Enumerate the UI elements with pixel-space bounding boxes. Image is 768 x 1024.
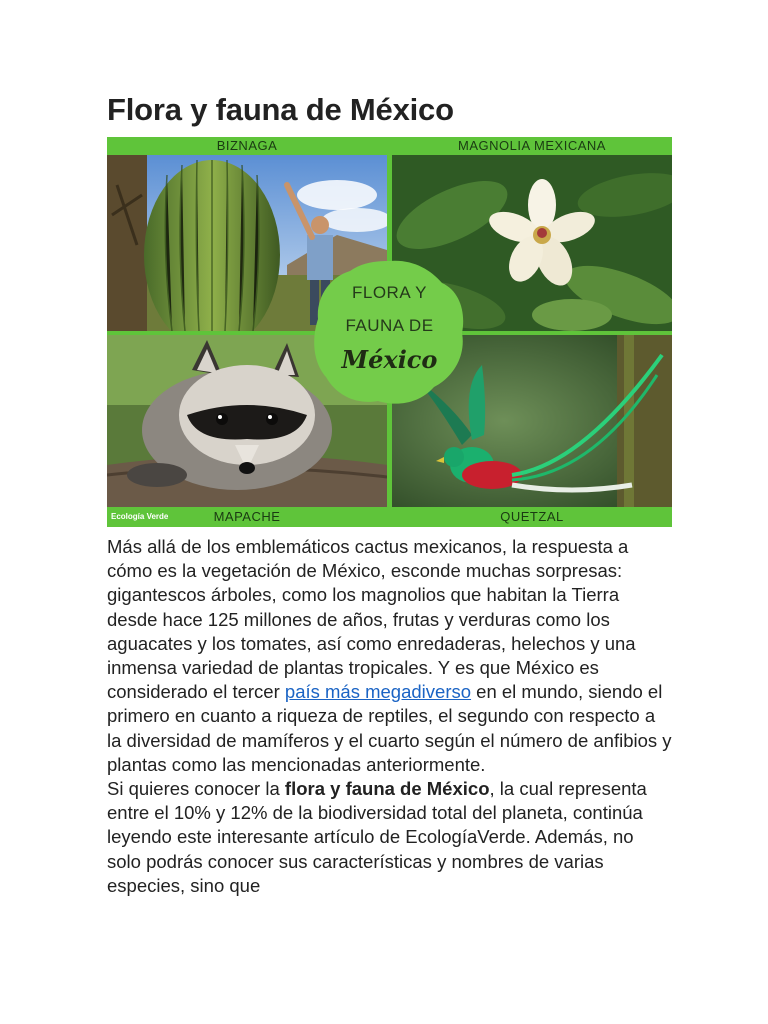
badge-line-3: México	[341, 345, 438, 374]
megadiverso-link[interactable]: país más megadiverso	[284, 681, 472, 703]
ecologia-verde-logo: Ecología Verde	[111, 512, 169, 521]
label-mapache: MAPACHE	[213, 509, 281, 524]
badge-line-2: FAUNA DE	[345, 316, 434, 335]
paragraph-2: Si quieres conocer la flora y fauna de México, la cual representa entre el 10% y 12% de la biodiversidad total del planeta, continúa leyendo este interesante artículo de EcologíaVerde. Además, no solo podrás conocer sus características y nombres de varias especies, sino que	[107, 778, 647, 896]
label-magnolia: MAGNOLIA MEXICANA	[458, 138, 606, 153]
label-biznaga: BIZNAGA	[216, 138, 278, 153]
bold-flora-fauna: flora y fauna de México	[284, 778, 490, 800]
badge-line-1: FLORA Y	[352, 283, 427, 302]
paragraph-1: Más allá de los emblemáticos cactus mexicanos, la respuesta a cómo es la vegetación de México, esconde muchas sorpresas: gigantescos árboles, como los magnolios que habitan la Tierra desde hace 125 millones de años, frutas y verduras como los aguacates y los tomates, así como enredaderas, helechos y una inmensa variedad de plantas tropicales. Y es que México es considerado el tercer país más megadiverso en el mundo, siendo el primero en cuanto a riqueza de reptiles, el segundo con respecto a la diversidad de mamíferos y el cuarto según el número de anfibios y plantas como las mencionadas anteriormente.	[107, 536, 672, 775]
flora-fauna-collage-image	[107, 137, 672, 527]
label-quetzal: QUETZAL	[500, 509, 564, 524]
article-body	[107, 535, 672, 898]
page-title: Flora y fauna de México	[107, 92, 454, 127]
